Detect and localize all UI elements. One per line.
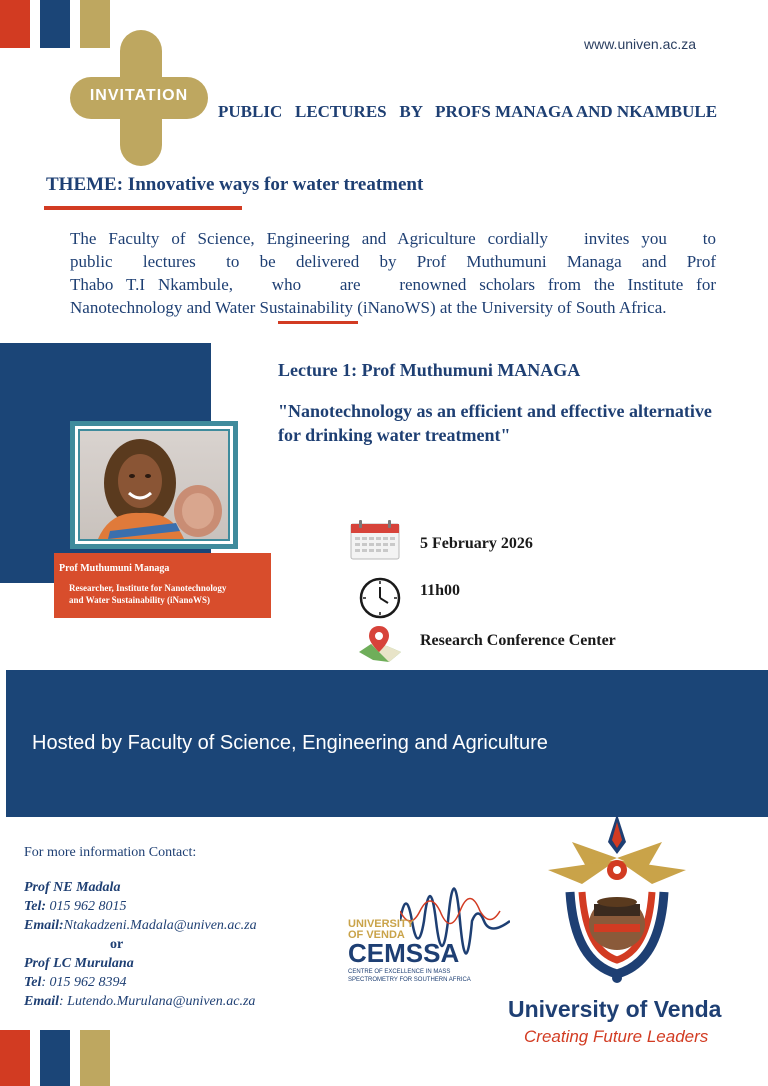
intro-line: public lectures to be delivered by Prof Muthumuni Managa and Prof bbox=[70, 252, 716, 271]
lecture-title-line: "Nanotechnology as an efficient and effective alternative bbox=[278, 401, 712, 421]
cemssa-name: CEMSSA bbox=[348, 938, 460, 968]
website-url: www.univen.ac.za bbox=[584, 36, 697, 52]
speaker-role-line: and Water Sustainability (iNanoWS) bbox=[69, 595, 210, 605]
univen-slogan: Creating Future Leaders bbox=[524, 1027, 709, 1046]
decor-bar-gold-bottom bbox=[80, 1030, 110, 1086]
speaker-name: Prof Muthumuni Managa bbox=[59, 563, 170, 574]
event-date: 5 February 2026 bbox=[420, 535, 533, 552]
lecture-heading: Lecture 1: Prof Muthumuni MANAGA bbox=[278, 360, 581, 380]
decor-bar-navy-bottom bbox=[40, 1030, 70, 1086]
univen-crest-logo bbox=[542, 812, 692, 992]
intro-line: Thabo T.I Nkambule, who are renowned scholars from the Institute for bbox=[70, 275, 716, 294]
contact-email-row: Email: Lutendo.Murulana@univen.ac.za bbox=[24, 994, 256, 1009]
contact-email-link[interactable]: Ntakadzeni.Madala@univen.ac.za bbox=[63, 918, 257, 933]
cemssa-university-line: UNIVERSITY bbox=[348, 918, 415, 930]
decor-bar-red-top bbox=[0, 0, 30, 48]
contact-or: or bbox=[110, 937, 124, 952]
speaker-photo-frame bbox=[70, 421, 238, 549]
intro-line: Nanotechnology and Water Sustainability (iNanoWS) at the University of South Africa. bbox=[70, 298, 667, 317]
intro-underline bbox=[278, 321, 358, 324]
contact-heading: For more information Contact: bbox=[24, 845, 197, 860]
hosted-by-banner bbox=[6, 670, 768, 817]
speaker-caption-box bbox=[54, 553, 271, 618]
map-pin-icon bbox=[357, 622, 403, 664]
cemssa-subtitle-line: CENTRE OF EXCELLENCE IN MASS bbox=[348, 969, 451, 975]
decor-bar-gold-top bbox=[80, 0, 110, 48]
contact-tel-row: Tel: 015 962 8015 bbox=[24, 899, 127, 914]
hosted-by-text: Hosted by Faculty of Science, Engineering and Agriculture bbox=[32, 732, 548, 754]
contact-tel-row: Tel: 015 962 8394 bbox=[24, 975, 127, 990]
intro-line: The Faculty of Science, Engineering and Agriculture cordially invites you to bbox=[70, 229, 716, 248]
cemssa-logo bbox=[348, 866, 518, 986]
theme-heading: THEME: Innovative ways for water treatment bbox=[46, 174, 424, 195]
calendar-icon bbox=[350, 518, 400, 560]
contact-tel: : 015 962 8394 bbox=[41, 975, 127, 990]
speaker-role-line: Researcher, Institute for Nanotechnology bbox=[69, 583, 227, 593]
event-venue: Research Conference Center bbox=[420, 632, 616, 649]
lecture-title-line: for drinking water treatment" bbox=[278, 425, 511, 445]
decor-bar-red-bottom bbox=[0, 1030, 30, 1086]
event-time: 11h00 bbox=[420, 582, 461, 599]
theme-underline bbox=[44, 206, 242, 210]
invitation-badge: INVITATION bbox=[89, 87, 189, 104]
contact-email-row: Email:Ntakadzeni.Madala@univen.ac.za bbox=[24, 918, 257, 933]
contact-tel: 015 962 8015 bbox=[46, 899, 127, 914]
univen-name: University of Venda bbox=[508, 996, 722, 1022]
header-title: PUBLIC LECTURES BY PROFS MANAGA AND NKAMBULE bbox=[218, 102, 718, 121]
intro-paragraph bbox=[70, 227, 716, 319]
contact-block bbox=[24, 878, 257, 1011]
cemssa-subtitle-line: SPECTROMETRY FOR SOUTHERN AFRICA bbox=[348, 977, 471, 983]
contact-person-name: Prof NE Madala bbox=[24, 880, 121, 895]
decor-bar-navy-top bbox=[40, 0, 70, 48]
clock-icon bbox=[358, 576, 402, 620]
speaker-photo bbox=[80, 431, 228, 539]
contact-email-link[interactable]: : Lutendo.Murulana@univen.ac.za bbox=[59, 994, 256, 1009]
cemssa-university-line: OF VENDA bbox=[348, 929, 405, 941]
contact-person-name: Prof LC Murulana bbox=[24, 956, 134, 971]
